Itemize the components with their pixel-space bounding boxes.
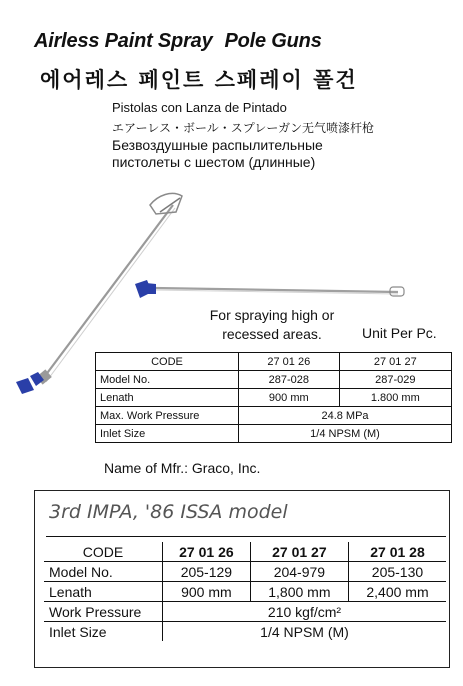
table-cell: 287-028	[239, 371, 340, 389]
table-cell: 27 01 26	[163, 542, 251, 562]
table-cell: 900 mm	[163, 582, 251, 602]
table-cell: 205-130	[348, 562, 446, 582]
table-row	[44, 622, 446, 642]
table-row	[96, 371, 452, 389]
table-cell: 24.8 MPa	[239, 407, 452, 425]
table-cell: 205-129	[163, 562, 251, 582]
table-cell: Max. Work Pressure	[96, 407, 239, 425]
table-row	[44, 562, 446, 582]
table-cell: 27 01 28	[348, 542, 446, 562]
table-cell: 27 01 27	[339, 353, 451, 371]
table-cell: Model No.	[96, 371, 239, 389]
table-cell: 27 01 27	[250, 542, 348, 562]
title-part-2: Pole Guns	[224, 30, 322, 52]
spec-table-impa	[44, 542, 446, 641]
table-cell: 900 mm	[239, 389, 340, 407]
table-cell: 2,400 mm	[348, 582, 446, 602]
japanese-title: エアーレス・ボール・スプレーガン	[112, 121, 303, 135]
table-cell: 27 01 26	[239, 353, 340, 371]
table-cell: 1.800 mm	[339, 389, 451, 407]
table-cell: Lenath	[96, 389, 239, 407]
table-cell: 1,800 mm	[250, 582, 348, 602]
unit-label: Unit Per Pc.	[362, 325, 437, 341]
table-cell: 287-029	[339, 371, 451, 389]
russian-line-2: пистолеты с шестом (длинные)	[112, 154, 316, 170]
korean-title: 에어레스 페인트 스페레이 폴건	[40, 68, 358, 92]
table-cell: 1/4 NPSM (M)	[239, 425, 452, 443]
purpose-note	[187, 306, 357, 344]
table-row	[96, 425, 452, 443]
table-row	[96, 407, 452, 425]
spanish-title: Pistolas con Lanza de Pintado	[112, 100, 287, 115]
table-row	[44, 602, 446, 622]
chinese-title: 无气喷漆杆枪	[302, 121, 375, 135]
spec-table-main	[95, 352, 452, 443]
table-cell: CODE	[96, 353, 239, 371]
table-cell: Model No.	[44, 562, 163, 582]
table-cell: 210 kgf/cm²	[163, 602, 447, 622]
russian-line-1: Безвоздушные распылительные	[112, 137, 323, 153]
table-cell: Inlet Size	[96, 425, 239, 443]
purpose-line-1: For spraying high or	[209, 307, 335, 323]
table-cell: Lenath	[44, 582, 163, 602]
table-row	[44, 542, 446, 562]
manufacturer-name: Name of Mfr.: Graco, Inc.	[104, 460, 261, 476]
divider	[46, 536, 446, 537]
table-cell: CODE	[44, 542, 163, 562]
table-cell: 1/4 NPSM (M)	[163, 622, 447, 642]
table-row	[96, 389, 452, 407]
impa-issa-title: 3rd IMPA, '86 ISSA model	[49, 501, 288, 523]
table-cell: 204-979	[250, 562, 348, 582]
short-pole-gun	[135, 280, 404, 298]
table-cell: Inlet Size	[44, 622, 163, 642]
purpose-line-2: recessed areas.	[222, 326, 322, 342]
table-row	[96, 353, 452, 371]
table-cell: Work Pressure	[44, 602, 163, 622]
table-row	[44, 582, 446, 602]
title-part-1: Airless Paint Spray	[34, 30, 213, 52]
long-gun-nozzle-icon	[16, 378, 34, 394]
